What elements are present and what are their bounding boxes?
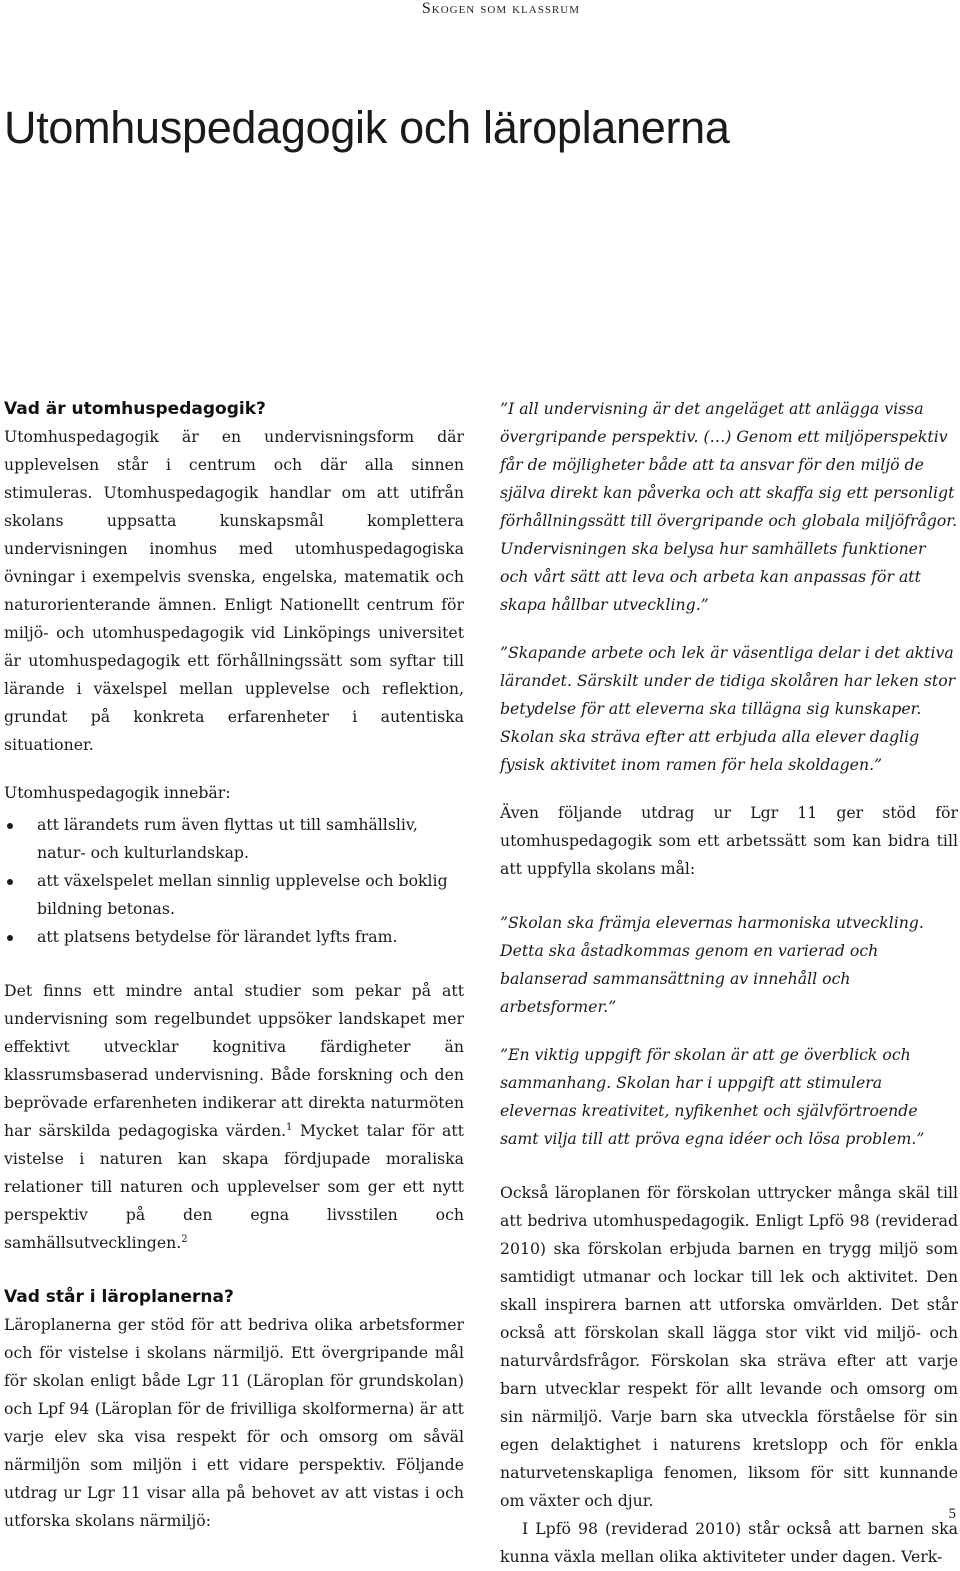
page-title: Utomhuspedagogik och läroplanerna bbox=[4, 102, 730, 153]
section-heading-what-is: Vad är utomhuspedagogik? bbox=[4, 399, 266, 419]
page-number: 5 bbox=[948, 1506, 956, 1522]
quote-harmony: ”Skolan ska främja elevernas harmoniska utveckling. Detta ska åstadkommas genom en varierad och balanserad sammansättning av innehåll och arbetsformer.” bbox=[500, 913, 924, 1016]
running-head: Skogen som klassrum bbox=[421, 0, 580, 17]
list-item: att lärandets rum även flyttas ut till samhällsliv, natur- och kulturlandskap. bbox=[4, 811, 464, 867]
section-heading-curricula: Vad står i läroplanerna? bbox=[4, 1287, 234, 1307]
paragraph-research: Det finns ett mindre antal studier som pekar på att undervisning som regelbundet uppsöker landskapet mer effektivt utvecklar kognitiva färdigheter än klassrumsbaserad undervisning. Både forskning och den beprövade erfarenheten indikerar att direkta naturmöten har särskilda pedagogiska värden.$^1$ Mycket talar för att vistelse i naturen kan skapa fördjupade moraliska relationer till naturen och upplevelser som ger ett nytt perspektiv på den egna livsstilen och samhällsutvecklingen.$^2$ bbox=[4, 981, 464, 1252]
paragraph-preschool: Också läroplanen för förskolan uttrycker många skäl till att bedriva utomhuspedagogik. Enligt Lpfö 98 (reviderad 2010) ska förskolan erbjuda barnen en trygg miljö som samtidigt utmanar och lockar till lek och aktivitet. Den skall inspirera barnen att utforska omvärlden. Det står också att förskolan skall lägga stor vikt vid miljö- och naturvårdsfrågor. Förskolan ska sträva efter att varje barn utvecklar respekt för allt levande och omsorg om sin närmiljö. Varje barn ska utveckla förståelse för sin egen delaktighet i naturens kretslopp och för enkla naturvetenskapliga fenomen, liksom för sitt kunnande om växter och djur. bbox=[500, 1183, 958, 1510]
bullet-icon bbox=[7, 823, 13, 829]
list-intro: Utomhuspedagogik innebär: bbox=[4, 783, 231, 802]
bullet-icon bbox=[7, 935, 13, 941]
quote-block bbox=[500, 639, 958, 779]
quote-environment: ”I all undervisning är det angeläget att anlägga vissa övergripande perspektiv. (…) Genom ett miljöperspektiv får de möjligheter både att ta ansvar för den miljö de själva direkt kan påverka och att skaffa sig ett personligt förhållningssätt till övergripande och globala miljöfrågor. Undervisningen ska belysa hur samhällets funktioner och vårt sätt att leva och arbeta kan anpassas för att skapa hållbar utveckling.” bbox=[500, 399, 958, 614]
paragraph-lgr11: Även följande utdrag ur Lgr 11 ger stöd för utomhuspedagogik som ett arbetssätt som kan bidra till att uppfylla skolans mål: bbox=[500, 803, 958, 878]
quote-play: ”Skapande arbete och lek är väsentliga delar i det aktiva lärandet. Särskilt under de tidiga skolåren har leken stor betydelse för att eleverna ska tillägna sig kunskaper. Skolan ska sträva efter att erbjuda alla elever daglig fysisk aktivitet inom ramen för hela skoldagen.” bbox=[500, 643, 956, 774]
paragraph-definition: Utomhuspedagogik är en undervisningsform där upplevelsen står i centrum och där alla sinnen stimuleras. Utomhuspedagogik handlar om att utifrån skolans uppsatta kunskapsmål komplettera undervisningen inomhus med utomhuspedagogiska övningar i exempelvis svenska, engelska, matematik och naturorienterande ämnen. Enligt Nationellt centrum för miljö- och utomhuspedagogik vid Linköpings universitet är utomhuspedagogik ett förhållningssätt som syftar till lärande i växelspel mellan upplevelse och reflektion, grundat på konkreta erfarenheter i autentiska situationer. bbox=[4, 427, 464, 754]
quote-block bbox=[500, 909, 958, 1021]
bullet-icon bbox=[7, 879, 13, 885]
footnote-ref-2: 2 bbox=[181, 1233, 188, 1245]
right-column bbox=[500, 395, 958, 1571]
quote-overview: ”En viktig uppgift för skolan är att ge överblick och sammanhang. Skolan har i uppgift att stimulera elevernas kreativitet, nyfikenhet och självförtroende samt vilja till att pröva egna idéer och lösa problem.” bbox=[500, 1045, 925, 1148]
quote-block bbox=[500, 395, 958, 619]
paragraph-curricula: Läroplanerna ger stöd för att bedriva olika arbetsformer och för vistelse i skolans närmiljö. Ett övergripande mål för skolan enligt både Lgr 11 (Läroplan för grundskolan) och Lpf 94 (Läroplan för de frivilliga skolformerna) är att varje elev ska visa respekt för och omsorg om såväl närmiljön som miljön i ett vidare perspektiv. Följande utdrag ur Lgr 11 visar alla på behovet av att vistas i och utforska skolans närmiljö: bbox=[4, 1315, 464, 1530]
footnote-ref-1: 1 bbox=[286, 1121, 293, 1133]
list-item: att platsens betydelse för lärandet lyfts fram. bbox=[4, 923, 464, 951]
list-item: att växelspelet mellan sinnlig upplevelse och boklig bildning betonas. bbox=[4, 867, 464, 923]
paragraph-lpfo: I Lpfö 98 (reviderad 2010) står också att barnen ska kunna växla mellan olika aktiviteter under dagen. Verk- bbox=[500, 1519, 958, 1566]
bullet-list bbox=[4, 811, 464, 951]
left-column bbox=[4, 395, 464, 1535]
quote-block bbox=[500, 1041, 958, 1153]
